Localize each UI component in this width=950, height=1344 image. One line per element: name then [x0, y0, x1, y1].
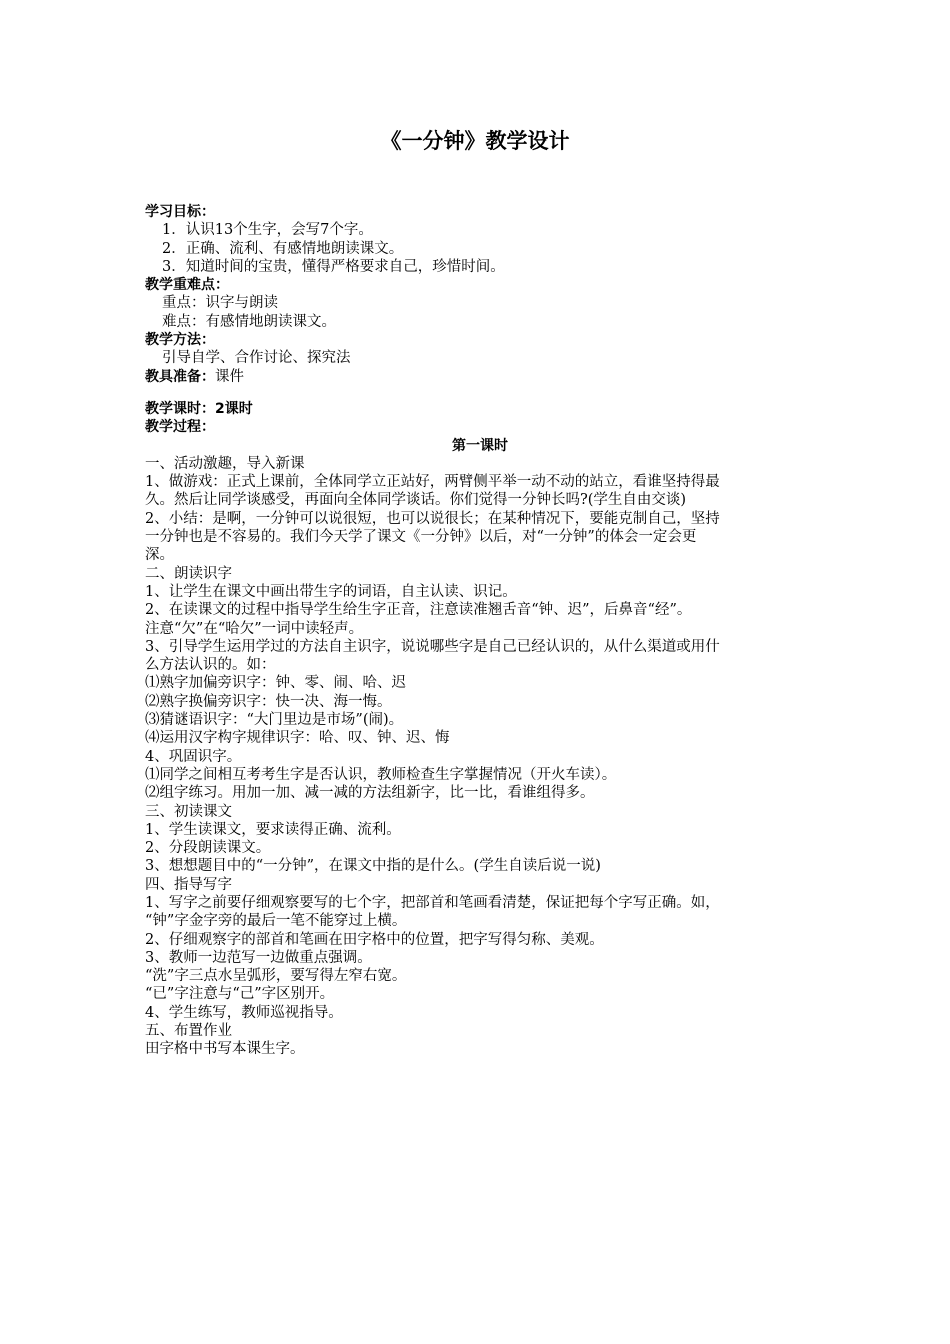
body-line: 田字格中书写本课生字。 [145, 1041, 305, 1058]
body-line: ⑵组字练习。用加一加、减一减的方法组新字，比一比，看谁组得多。 [145, 785, 595, 802]
body-line: 3、引导学生运用学过的方法自主识字，说说哪些字是自己已经认识的，从什么渠道或用什 [145, 638, 720, 655]
process-heading: 教学过程： [145, 419, 215, 436]
body-line: 2、仔细观察字的部首和笔画在田字格中的位置，把字写得匀称、美观。 [145, 931, 604, 948]
body-line: 么方法认识的。如： [145, 657, 276, 674]
body-line: 3、教师一边范写一边做重点强调。 [145, 949, 372, 966]
body-line: “已”字注意与“己”字区别开。 [145, 986, 335, 1003]
body-line: 2、在读课文的过程中指导学生给生字正音，注意读准翘舌音“钟、迟”，后鼻音“经”。 [145, 602, 692, 619]
process-content [145, 455, 815, 1059]
body-line: 4、学生练写，教师巡视指导。 [145, 1004, 343, 1021]
body-line: 2、小结：是啊，一分钟可以说很短，也可以说很长；在某种情况下，要能克制自己，坚持 [145, 510, 720, 527]
body-line: 4、巩固识字。 [145, 748, 242, 765]
body-line: 三、初读课文 [145, 803, 232, 820]
goal-item: 2．正确、流利、有感情地朗读课文。 [162, 240, 404, 257]
tools-heading: 教具准备： [145, 368, 215, 385]
difficulty-heading: 教学重难点： [145, 277, 229, 294]
body-line: 深。 [145, 547, 174, 564]
body-line: 1、学生读课文，要求读得正确、流利。 [145, 821, 401, 838]
body-line: 久。然后让同学谈感受，再面向全体同学谈话。你们觉得一分钟长吗?(学生自由交谈) [145, 492, 687, 509]
body-line: 一分钟也是不容易的。我们今天学了课文《一分钟》以后，对“一分钟”的体会一定会更 [145, 529, 697, 546]
lesson-title: 第一课时 [452, 437, 508, 454]
method-text: 引导自学、合作讨论、探究法 [162, 350, 351, 367]
body-line: ⑷运用汉字构字规律识字：哈、叹、钟、迟、悔 [145, 730, 450, 747]
goal-item: 1．认识13个生字，会写7个字。 [162, 222, 373, 239]
body-line: ⑴熟字加偏旁识字：钟、零、闹、哈、迟 [145, 675, 406, 692]
difficulty-item: 重点：识字与朗读 [162, 295, 278, 312]
body-line: “洗”字三点水呈弧形，要写得左窄右宽。 [145, 968, 407, 985]
hours-line: 教学课时：2课时 [145, 400, 253, 417]
goal-item: 3．知道时间的宝贵，懂得严格要求自己，珍惜时间。 [162, 258, 505, 275]
body-line: ⑶猜谜语识字：“大门里边是市场”(闹)。 [145, 712, 404, 729]
goals-heading: 学习目标： [145, 204, 215, 220]
body-line: ⑵熟字换偏旁识字：快一决、海一悔。 [145, 693, 392, 710]
body-line: 1、让学生在课文中画出带生字的词语，自主认读、识记。 [145, 583, 517, 600]
document-body [145, 203, 815, 1059]
tools-value: 课件 [215, 368, 244, 385]
document-title: 《一分钟》教学设计 [380, 129, 570, 153]
body-line: 1、写字之前要仔细观察要写的七个字，把部首和笔画看清楚，保证把每个字写正确。如， [145, 894, 720, 911]
body-line: 五、布置作业 [145, 1023, 232, 1040]
method-heading: 教学方法： [145, 332, 215, 349]
difficulty-item: 难点：有感情地朗读课文。 [162, 313, 336, 330]
body-line: 1、做游戏：正式上课前，全体同学立正站好，两臂侧平举一动不动的站立，看谁坚持得最 [145, 474, 720, 491]
body-line: 二、朗读识字 [145, 565, 232, 582]
body-line: “钟”字金字旁的最后一笔不能穿过上横。 [145, 913, 407, 930]
body-line: 2、分段朗读课文。 [145, 840, 271, 857]
body-line: 3、想想题目中的“一分钟”，在课文中指的是什么。(学生自读后说一说) [145, 858, 601, 875]
body-line: ⑴同学之间相互考考生字是否认识，教师检查生字掌握情况（开火车读）。 [145, 766, 617, 783]
body-line: 注意“欠”在“哈欠”一词中读轻声。 [145, 620, 364, 637]
body-line: 一、活动激趣，导入新课 [145, 455, 305, 472]
body-line: 四、指导写字 [145, 876, 232, 893]
